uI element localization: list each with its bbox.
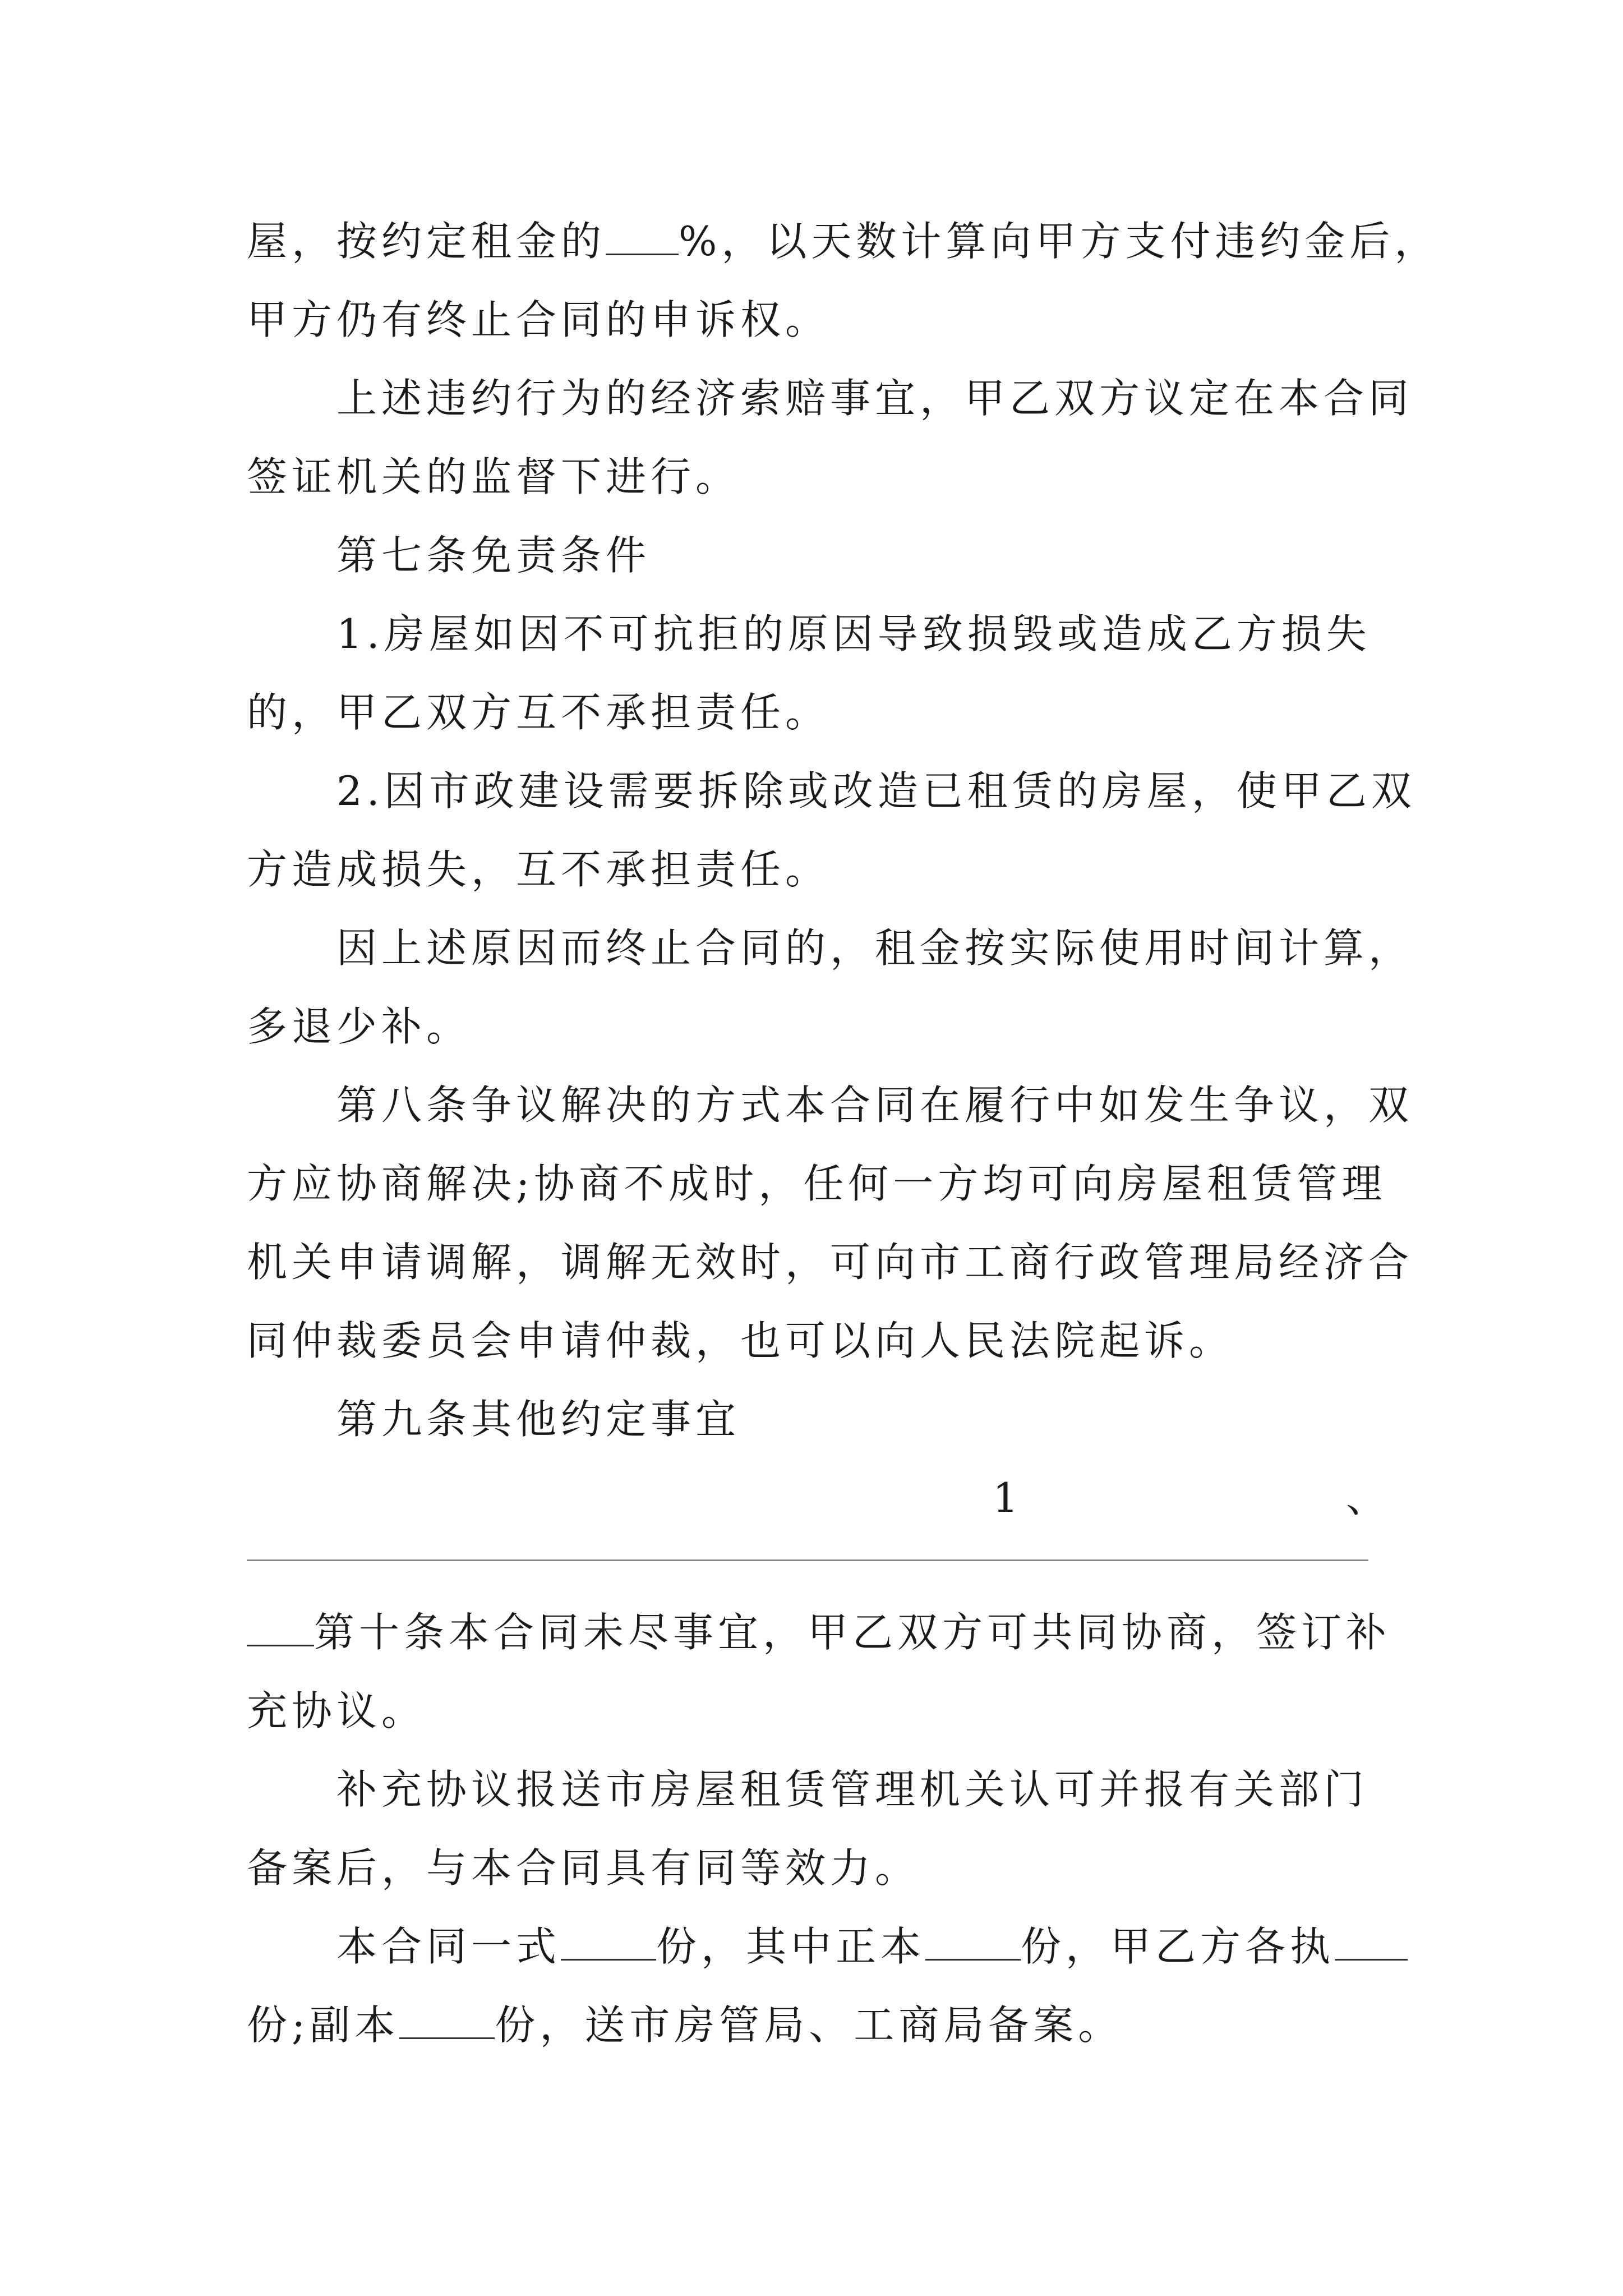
supplement-line-1: 补充协议报送市房屋租赁管理机关认可并报有关部门 (336, 1766, 1369, 1813)
text-segment: 本合同一式 (336, 1923, 561, 1970)
fill-in-blank (1335, 1920, 1408, 1961)
article-10-line-1 (247, 1604, 1391, 1660)
article-8-line-1: 第八条争议解决的方式本合同在履行中如发生争议，双 (336, 1082, 1414, 1129)
text-segment: 份，其中正本 (656, 1923, 926, 1970)
paragraph-claims-line-2: 签证机关的监督下进行。 (247, 453, 741, 500)
fill-in-line (247, 1559, 1368, 1561)
article-7-item-1-line-2: 的，甲乙双方互不承担责任。 (247, 689, 831, 736)
paragraph-penalty-line-2: 甲方仍有终止合同的申诉权。 (247, 296, 831, 343)
text-segment: %，以天数计算向甲方支付违约金后， (679, 218, 1440, 265)
fill-in-blank (247, 1605, 314, 1646)
copies-line-1 (336, 1918, 1408, 1975)
article-7-item-2-line-1: 2.因市政建设需要拆除或改造已租赁的房屋，使甲乙双 (336, 767, 1416, 815)
text-segment: 屋，按约定租金的 (247, 218, 606, 265)
article-10-line-2: 充协议。 (247, 1687, 427, 1734)
supplement-line-2: 备案后，与本合同具有同等效力。 (247, 1844, 920, 1892)
paragraph-claims-line-1: 上述违约行为的经济索赔事宜，甲乙双方议定在本合同 (336, 375, 1414, 422)
article-9-item-mark: 、 (1346, 1474, 1387, 1521)
article-8-line-3: 机关申请调解，调解无效时，可向市工商行政管理局经济合 (247, 1239, 1414, 1286)
article-8-line-4: 同仲裁委员会申请仲裁，也可以向人民法院起诉。 (247, 1317, 1234, 1364)
text-segment: 份;副本 (247, 2001, 400, 2049)
article-9-title: 第九条其他约定事宜 (336, 1396, 741, 1443)
fill-in-blank (606, 214, 679, 255)
article-7-item-1-line-1: 1.房屋如因不可抗拒的原因导致损毁或造成乙方损失 (336, 610, 1371, 657)
copies-line-2 (247, 1997, 1123, 2053)
fill-in-blank (399, 1998, 495, 2039)
text-segment: 第十条本合同未尽事宜，甲乙双方可共同协商，签订补 (314, 1609, 1391, 1656)
article-7-rent-line-1: 因上述原因而终止合同的，租金按实际使用时间计算， (336, 924, 1414, 972)
paragraph-penalty-line-1 (247, 213, 1439, 269)
fill-in-blank (925, 1920, 1021, 1961)
article-7-rent-line-2: 多退少补。 (247, 1003, 472, 1050)
fill-in-blank (561, 1920, 656, 1961)
article-8-line-2: 方应协商解决;协商不成时，任何一方均可向房屋租赁管理 (247, 1160, 1387, 1207)
text-segment: 份，送市房管局、工商局备案。 (495, 2001, 1123, 2049)
article-7-item-2-line-2: 方造成损失，互不承担责任。 (247, 846, 831, 893)
text-segment: 份，甲乙方各执 (1021, 1923, 1335, 1970)
article-9-item-number: 1 (993, 1474, 1018, 1521)
article-7-title: 第七条免责条件 (336, 532, 651, 579)
